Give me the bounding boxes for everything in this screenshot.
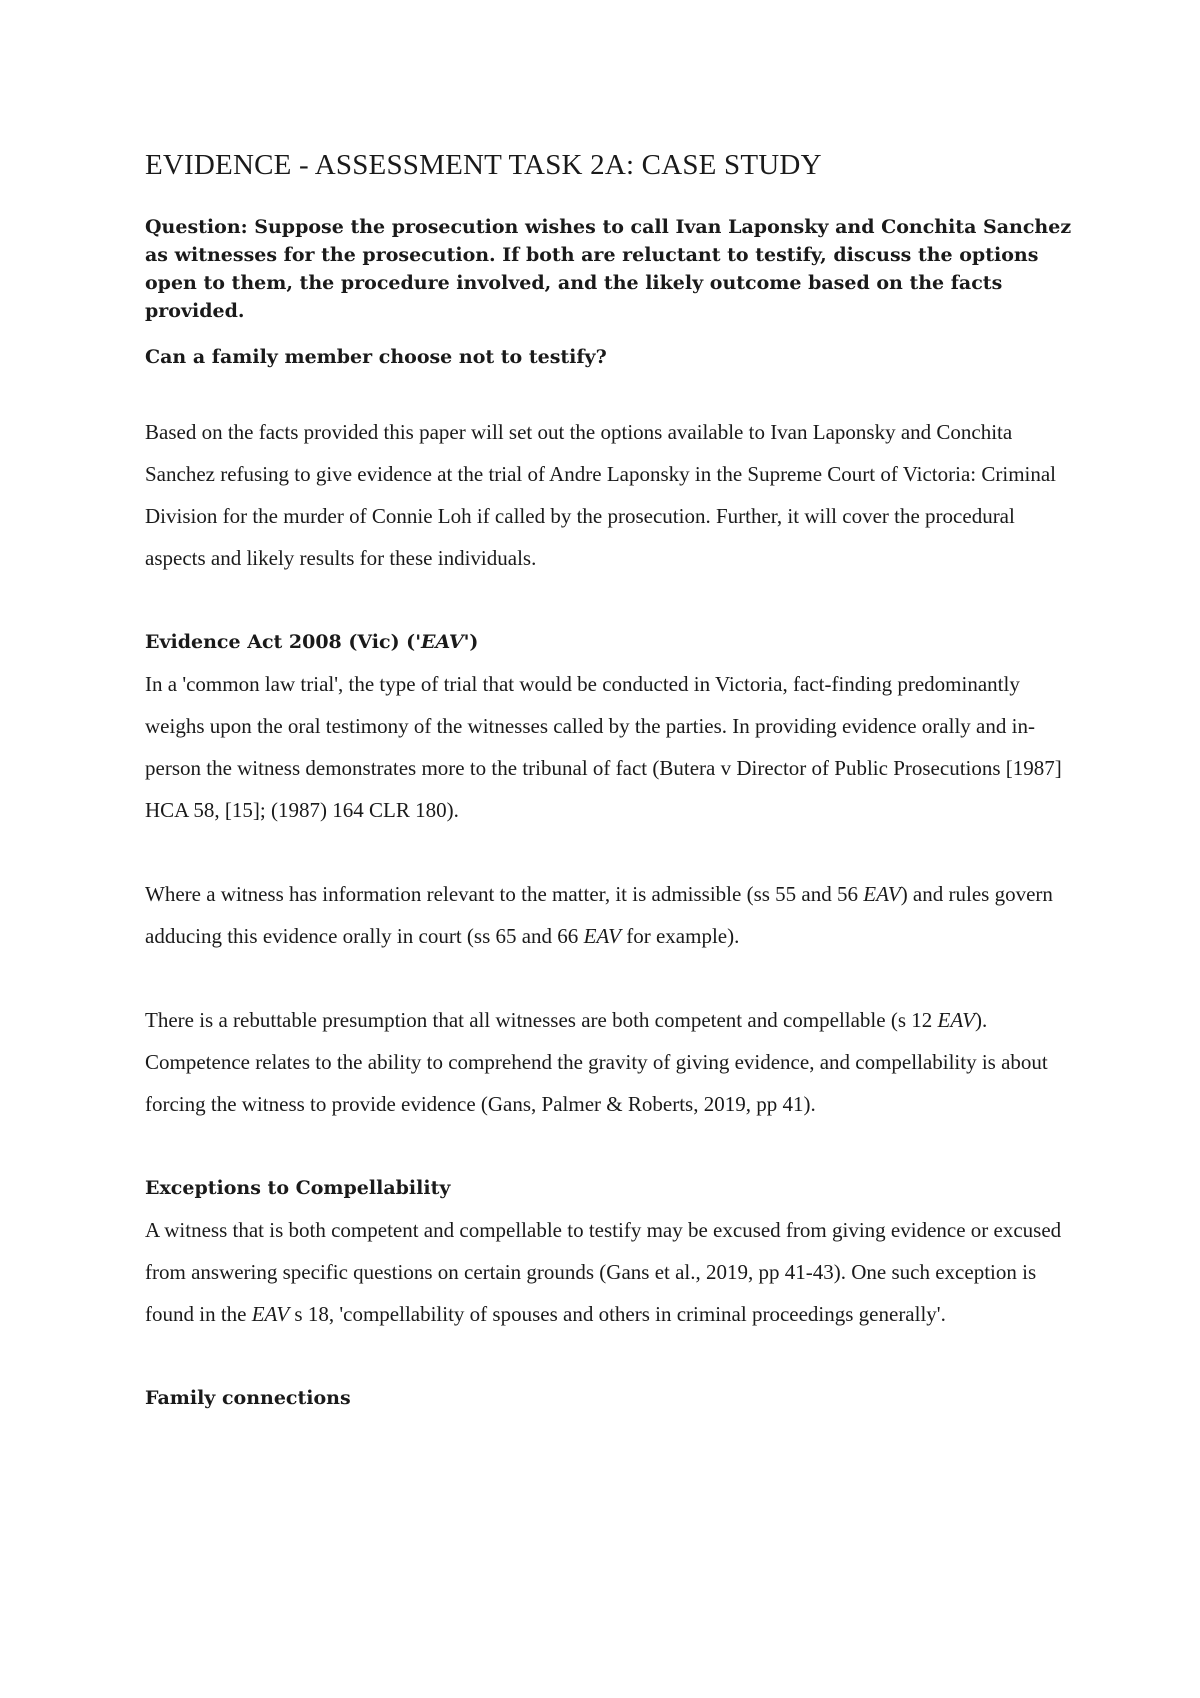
italic-abbrev: EAV: [583, 924, 621, 948]
section-heading-exceptions: Exceptions to Compellability: [145, 1177, 451, 1199]
paragraph-exceptions: [145, 1209, 1075, 1335]
document-content: [145, 145, 1075, 1419]
section-exceptions: [145, 1167, 1075, 1335]
paragraph-admissibility: [145, 873, 1075, 957]
text-run: ) and rules govern adducing this evidence orally in court (ss 65 and 66: [145, 882, 1053, 948]
italic-abbrev: EAV: [863, 882, 901, 906]
intro-paragraph: Based on the facts provided this paper will set out the options available to Ivan Laponsky and Conchita Sanchez refusing to give evidence at the trial of Andre Laponsky in the Supreme Court of Victoria: Criminal Division for the murder of Connie Loh if called by the prosecution. Further, it will cover the procedural aspects and likely results for these individuals.: [145, 420, 1057, 570]
italic-abbrev: EAV: [251, 1302, 290, 1326]
paragraph-common-law-trial: In a 'common law trial', the type of trial that would be conducted in Victoria, fact-finding predominantly weighs upon the oral testimony of the witnesses called by the parties. In providing evidence orally and in-person the witness demonstrates more to the tribunal of fact (Butera v Director of Public Prosecutions [1987] HCA 58, [15]; (1987) 164 CLR 180).: [145, 672, 1062, 822]
text-run: There is a rebuttable presumption that all witnesses are both competent and compellable (s 12: [145, 1008, 938, 1032]
text-run: s 18, 'compellability of spouses and others in criminal proceedings generally'.: [289, 1302, 946, 1326]
section-evidence-act: [145, 621, 1075, 1125]
paragraph-presumption: [145, 999, 1075, 1125]
document-title: EVIDENCE - ASSESSMENT TASK 2A: CASE STUDY: [145, 149, 822, 181]
text-run: for example).: [621, 924, 740, 948]
italic-abbrev: EAV: [937, 1008, 975, 1032]
text-run: ). Competence relates to the ability to comprehend the gravity of giving evidence, and compellability is about forcing the witness to provide evidence (Gans, Palmer & Roberts, 2019, pp 41).: [145, 1008, 1048, 1116]
text-run: A witness that is both competent and compellable to testify may be excused from giving evidence or excused from answering specific questions on certain grounds (Gans et al., 2019, pp 41-43). One such exception is found in the: [145, 1218, 1062, 1326]
question-heading: Can a family member choose not to testify?: [145, 346, 607, 368]
heading-abbrev: 'EAV': [415, 631, 470, 653]
section-heading-family: Family connections: [145, 1387, 351, 1409]
section-heading-evidence-act: [145, 621, 1075, 663]
heading-suffix: ): [469, 631, 479, 653]
question-text: Question: Suppose the prosecution wishes to call Ivan Laponsky and Conchita Sanchez as witnesses for the prosecution. If both are reluctant to testify, discuss the options open to them, the procedure involved, and the likely outcome based on the facts provided.: [145, 216, 1072, 322]
text-run: Where a witness has information relevant to the matter, it is admissible (ss 55 and 56: [145, 882, 864, 906]
heading-prefix: Evidence Act 2008 (Vic) (: [145, 631, 416, 653]
